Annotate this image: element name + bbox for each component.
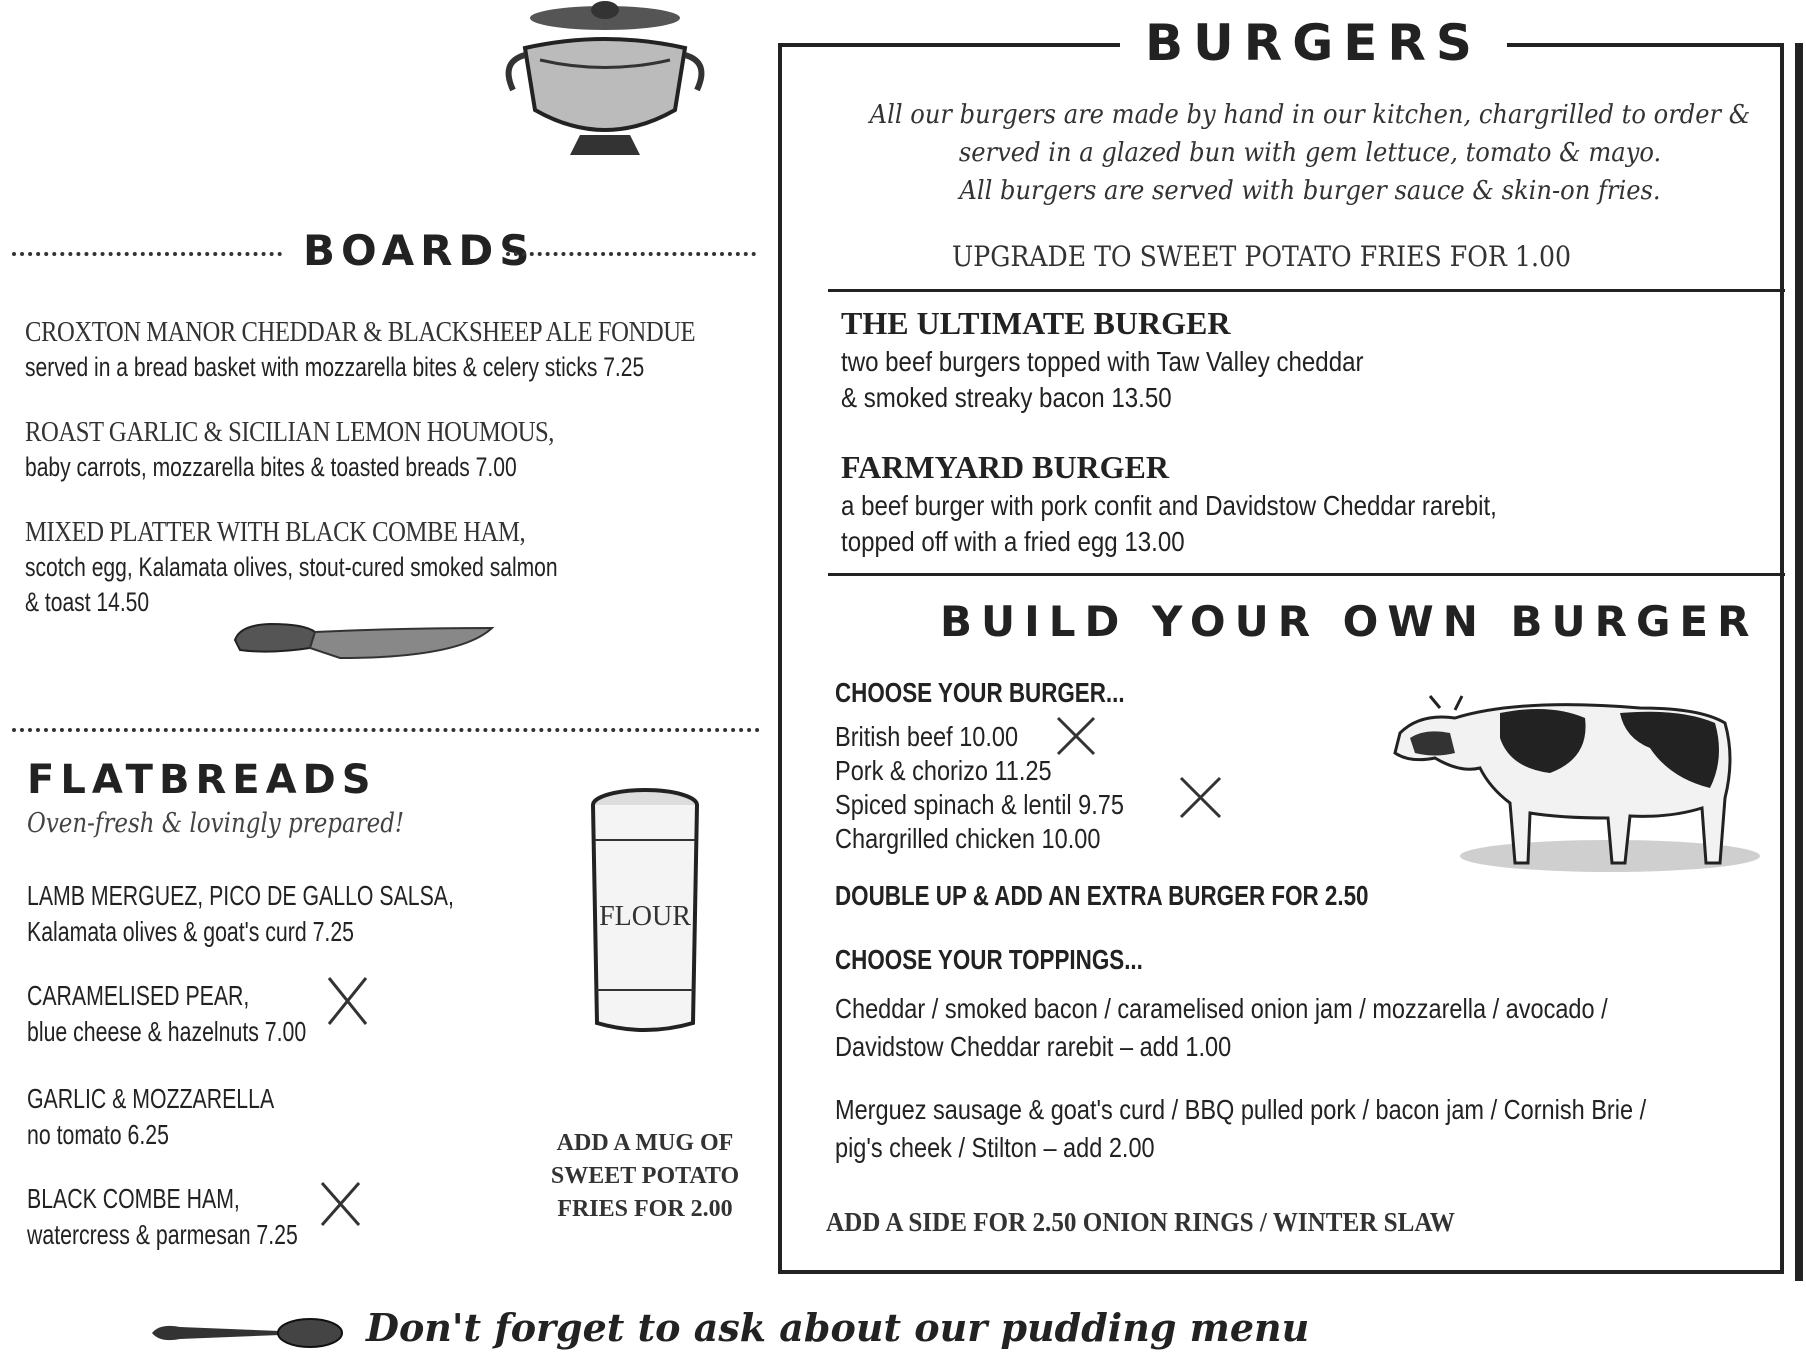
cutlery-icon bbox=[325, 975, 370, 1027]
burgers-intro-line: All burgers are served with burger sauce & skin-on fries. bbox=[959, 176, 1661, 206]
mug-note-line: SWEET POTATO bbox=[550, 1163, 740, 1189]
board-item-fondue bbox=[25, 317, 819, 383]
board-item-houmous bbox=[25, 417, 655, 483]
burger-option: British beef 10.00 bbox=[835, 721, 1019, 752]
topping-line: pig's cheek / Stilton – add 2.00 bbox=[835, 1132, 1155, 1163]
boards-divider-right bbox=[506, 252, 756, 256]
burger-item-ultimate bbox=[841, 305, 1449, 414]
flatbread-item-garlic bbox=[27, 1083, 352, 1151]
tureen-illustration bbox=[495, 0, 715, 170]
burgers-intro bbox=[864, 96, 1757, 210]
flatbreads-heading: FLATBREADS bbox=[27, 757, 377, 803]
boards-divider-left bbox=[12, 252, 282, 256]
board-item-platter bbox=[25, 517, 708, 618]
burger-item-desc: a beef burger with pork confit and Davidstow Cheddar rarebit, bbox=[841, 490, 1497, 521]
choose-burger-heading: CHOOSE YOUR BURGER... bbox=[835, 677, 1125, 708]
flatbread-item-desc: watercress & parmesan 7.25 bbox=[27, 1219, 298, 1250]
burger-item-desc: two beef burgers topped with Taw Valley cheddar bbox=[841, 346, 1364, 377]
mug-note bbox=[545, 1127, 745, 1226]
flatbreads-divider bbox=[12, 728, 760, 732]
burgers-intro-line: served in a glazed bun with gem lettuce, tomato & mayo. bbox=[958, 138, 1662, 168]
board-item-desc: served in a bread basket with mozzarella bites & celery sticks 7.25 bbox=[25, 352, 645, 382]
flatbread-item-title: CARAMELISED PEAR, bbox=[27, 980, 250, 1011]
burger-item-desc: & smoked streaky bacon 13.50 bbox=[841, 382, 1172, 413]
toppings-group-2 bbox=[835, 1091, 1801, 1167]
upgrade-note: UPGRADE TO SWEET POTATO FRIES FOR 1.00 bbox=[952, 240, 1572, 273]
flatbread-item-title: GARLIC & MOZZARELLA bbox=[27, 1083, 275, 1114]
flour-canister-illustration bbox=[585, 785, 705, 1040]
burger-option: Chargrilled chicken 10.00 bbox=[835, 823, 1101, 854]
burger-option: Pork & chorizo 11.25 bbox=[835, 755, 1052, 786]
board-item-title: CROXTON MANOR CHEDDAR & BLACKSHEEP ALE FONDUE bbox=[25, 317, 696, 348]
flatbread-item-desc: blue cheese & hazelnuts 7.00 bbox=[27, 1016, 307, 1047]
flatbread-item-desc: no tomato 6.25 bbox=[27, 1119, 169, 1150]
board-item-title: ROAST GARLIC & SICILIAN LEMON HOUMOUS, bbox=[25, 417, 555, 448]
double-up-note: DOUBLE UP & ADD AN EXTRA BURGER FOR 2.50 bbox=[835, 880, 1369, 911]
byo-divider bbox=[828, 573, 1785, 576]
cow-illustration bbox=[1380, 678, 1760, 878]
mug-note-line: FRIES FOR 2.00 bbox=[557, 1196, 733, 1222]
choose-toppings-heading: CHOOSE YOUR TOPPINGS... bbox=[835, 944, 1143, 975]
burgers-box bbox=[778, 43, 1784, 1274]
board-item-desc: & toast 14.50 bbox=[25, 587, 150, 617]
topping-line: Merguez sausage & goat's curd / BBQ pulled pork / bacon jam / Cornish Brie / bbox=[835, 1094, 1647, 1125]
flatbread-item-lamb bbox=[27, 880, 589, 948]
topping-line: Cheddar / smoked bacon / caramelised onion jam / mozzarella / avocado / bbox=[835, 993, 1608, 1024]
flatbread-item-title: BLACK COMBE HAM, bbox=[27, 1183, 240, 1214]
byo-heading: BUILD YOUR OWN BURGER bbox=[940, 597, 1759, 646]
knife-illustration bbox=[230, 610, 495, 665]
burger-item-title: THE ULTIMATE BURGER bbox=[841, 305, 1231, 341]
burgers-divider bbox=[828, 289, 1785, 292]
pudding-reminder: Don't forget to ask about our pudding menu bbox=[366, 1305, 1310, 1350]
flour-label: FLOUR bbox=[599, 901, 691, 932]
flatbread-item-desc: Kalamata olives & goat's curd 7.25 bbox=[27, 916, 355, 947]
topping-line: Davidstow Cheddar rarebit – add 1.00 bbox=[835, 1031, 1232, 1062]
flatbread-item-title: LAMB MERGUEZ, PICO DE GALLO SALSA, bbox=[27, 880, 454, 911]
boards-heading: BOARDS bbox=[303, 226, 536, 275]
cutlery-icon bbox=[1178, 775, 1223, 820]
cutlery-icon bbox=[1055, 715, 1097, 757]
mug-note-line: ADD A MUG OF bbox=[556, 1130, 734, 1156]
flatbreads-subheading: Oven-fresh & lovingly prepared! bbox=[27, 808, 405, 839]
burger-option: Spiced spinach & lentil 9.75 bbox=[835, 789, 1124, 820]
burger-options-list bbox=[835, 720, 1179, 856]
burgers-heading: BURGERS bbox=[1120, 14, 1507, 72]
sides-note: ADD A SIDE FOR 2.50 ONION RINGS / WINTER SLAW bbox=[826, 1207, 1455, 1237]
board-item-desc: scotch egg, Kalamata olives, stout-cured smoked salmon bbox=[25, 552, 558, 582]
burgers-intro-line: All our burgers are made by hand in our kitchen, chargrilled to order & bbox=[869, 100, 1751, 130]
toppings-group-1 bbox=[835, 990, 1755, 1066]
board-item-desc: baby carrots, mozzarella bites & toasted breads 7.00 bbox=[25, 452, 517, 482]
spoon-icon bbox=[150, 1315, 345, 1351]
burger-item-desc: topped off with a fried egg 13.00 bbox=[841, 526, 1185, 557]
burger-item-farmyard bbox=[841, 449, 1604, 558]
board-item-title: MIXED PLATTER WITH BLACK COMBE HAM, bbox=[25, 517, 526, 548]
burger-item-title: FARMYARD BURGER bbox=[841, 449, 1169, 485]
cutlery-icon bbox=[318, 1180, 363, 1228]
